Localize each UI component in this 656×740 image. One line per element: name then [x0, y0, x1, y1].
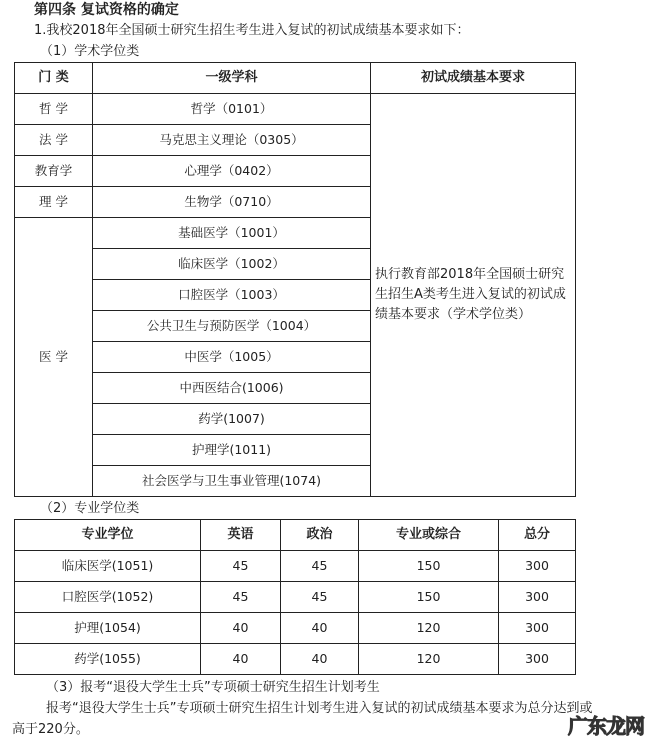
subject-cell: 公共卫生与预防医学（1004） — [93, 311, 371, 342]
category-cell: 理 学 — [15, 187, 93, 218]
table-row — [15, 613, 576, 644]
category-cell: 哲 学 — [15, 94, 93, 125]
score-cell: 120 — [359, 613, 499, 644]
subject-cell: 中医学（1005） — [93, 342, 371, 373]
table-row — [15, 582, 576, 613]
subject-cell: 口腔医学（1003） — [93, 280, 371, 311]
score-cell: 40 — [281, 644, 359, 675]
score-cell: 45 — [201, 551, 281, 582]
subject-cell: 药学(1007) — [93, 404, 371, 435]
table-row — [15, 644, 576, 675]
header-cell: 专业学位 — [15, 520, 201, 551]
academic-degree-table — [14, 62, 576, 497]
header-cell: 门 类 — [15, 63, 93, 94]
category-cell: 教育学 — [15, 156, 93, 187]
category-cell: 医 学 — [15, 218, 93, 497]
subject-cell: 中西医结合(1006) — [93, 373, 371, 404]
score-cell: 40 — [281, 613, 359, 644]
subject-cell: 生物学（0710） — [93, 187, 371, 218]
section3-paragraph: 报考“退役大学生士兵”专项硕士研究生招生计划考生进入复试的初试成绩基本要求为总分达到或 — [46, 701, 593, 716]
score-cell: 300 — [499, 613, 576, 644]
watermark-logo: 广东龙网 — [568, 714, 644, 738]
table-row — [15, 94, 576, 125]
requirement-cell: 执行教育部2018年全国硕士研究生招生A类考生进入复试的初试成绩基本要求（学术学位类） — [371, 94, 576, 497]
header-cell: 政治 — [281, 520, 359, 551]
subject-cell: 基础医学（1001） — [93, 218, 371, 249]
professional-degree-table — [14, 519, 576, 675]
score-cell: 45 — [281, 582, 359, 613]
score-cell: 150 — [359, 582, 499, 613]
score-cell: 口腔医学(1052) — [15, 582, 201, 613]
score-cell: 45 — [281, 551, 359, 582]
subject-cell: 社会医学与卫生事业管理(1074) — [93, 466, 371, 497]
section-heading: 第四条 复试资格的确定 — [34, 2, 179, 18]
category-cell: 法 学 — [15, 125, 93, 156]
score-cell: 150 — [359, 551, 499, 582]
score-cell: 临床医学(1051) — [15, 551, 201, 582]
score-cell: 300 — [499, 582, 576, 613]
section2-title: （2）专业学位类 — [40, 501, 140, 516]
header-cell: 总分 — [499, 520, 576, 551]
score-cell: 300 — [499, 551, 576, 582]
score-cell: 护理(1054) — [15, 613, 201, 644]
intro-text: 1.我校2018年全国硕士研究生招生考生进入复试的初试成绩基本要求如下： — [34, 23, 470, 38]
subject-cell: 心理学（0402） — [93, 156, 371, 187]
header-cell: 英语 — [201, 520, 281, 551]
score-cell: 40 — [201, 644, 281, 675]
score-cell: 120 — [359, 644, 499, 675]
score-cell: 40 — [201, 613, 281, 644]
subject-cell: 马克思主义理论（0305） — [93, 125, 371, 156]
subject-cell: 哲学（0101） — [93, 94, 371, 125]
score-cell: 300 — [499, 644, 576, 675]
header-cell: 一级学科 — [93, 63, 371, 94]
section3-title: （3）报考“退役大学生士兵”专项硕士研究生招生计划考生 — [46, 680, 380, 695]
section3-paragraph-cont: 高于220分。 — [12, 722, 89, 737]
score-cell: 药学(1055) — [15, 644, 201, 675]
section1-title: （1）学术学位类 — [40, 44, 140, 59]
header-cell: 初试成绩基本要求 — [371, 63, 576, 94]
subject-cell: 临床医学（1002） — [93, 249, 371, 280]
table-row — [15, 551, 576, 582]
subject-cell: 护理学(1011) — [93, 435, 371, 466]
score-cell: 45 — [201, 582, 281, 613]
header-cell: 专业或综合 — [359, 520, 499, 551]
